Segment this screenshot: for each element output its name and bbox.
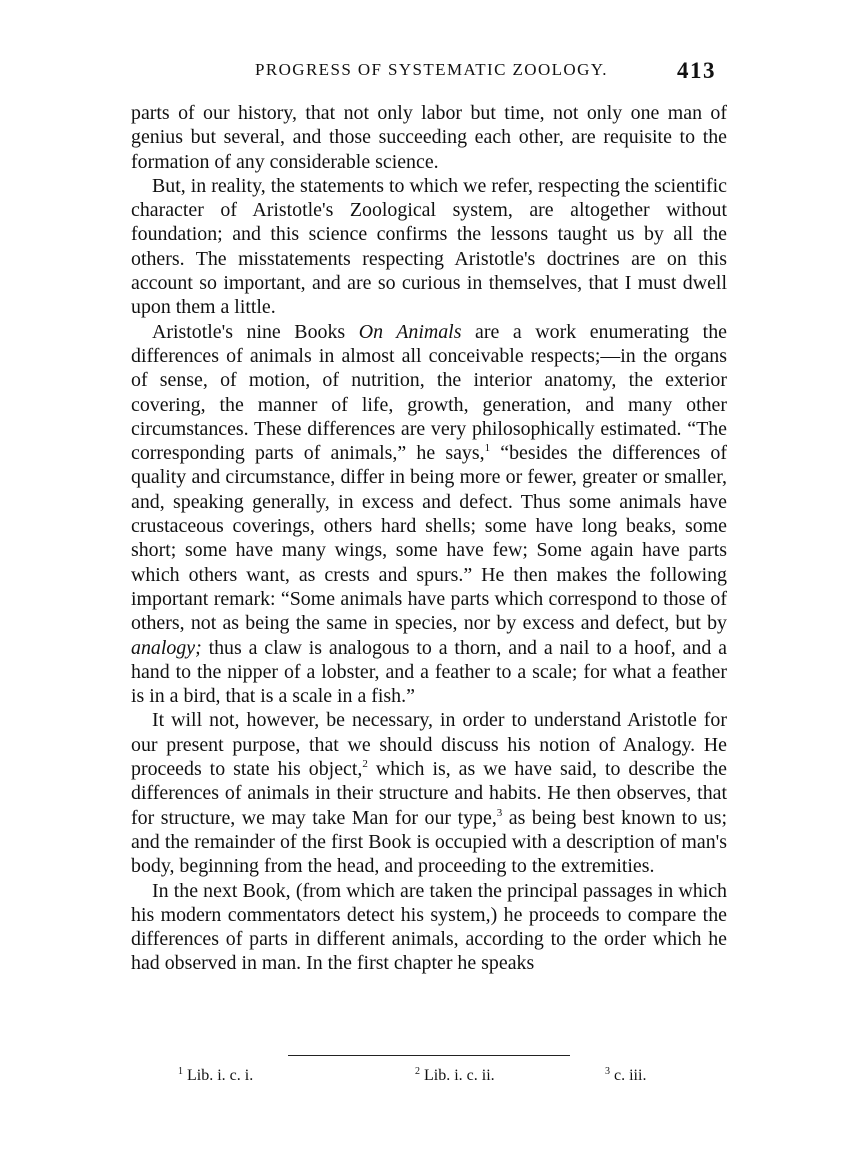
italic-analogy: analogy; (131, 636, 202, 659)
running-title: PROGRESS OF SYSTEMATIC ZOOLOGY. (255, 60, 608, 79)
footnote-ref-3: 3 (496, 806, 503, 819)
footnote-ref-2: 2 (362, 758, 368, 771)
footnote-3 (605, 1066, 646, 1088)
footnotes (0, 1066, 850, 1090)
footnote-1 (178, 1066, 253, 1088)
paragraph-3-text-f: thus a claw is analogous to a thorn, and a nail to a hoof, and a hand to the nipper of a lobster, and a feather to a scale; for what a feather is in a bird, that is a scale in a fish.” (131, 636, 727, 708)
paragraph-3-text-a: Aristotle's nine Books (152, 320, 359, 343)
footnote-3-number: 3 (605, 1066, 610, 1077)
paragraph-4-text-c: as being best known to us; and the remainder of the first Book is occupied with a description of man's body, beginning from the head, and proceeding to the extremities. (131, 806, 727, 878)
paragraph-4-text-a: It will not, however, be necessary, in order to understand Aristotle for our present purpose, that we should discuss his notion of Analogy. He proceeds to state his object, (131, 709, 727, 781)
paragraph-4-text-b: which is, as we have said, to describe the differences of animals in their structure and habits. He then observes, that for structure, we may take Man for our type, (131, 758, 727, 829)
page-number: 413 (677, 58, 716, 83)
paragraph-3-text-c: are a work enumerating the differences of animals in almost all conceivable respects;—in the organs of sense, of motion, of nutrition, the interior anatomy, the exterior covering, the manner of life, growth, generation, and many other circumstances. These differences are very philosophically estimated. “The corresponding parts of animals,” he says, (131, 320, 727, 465)
footnote-ref-1: 1 (484, 442, 491, 455)
book-title-on-animals: On Animals (358, 320, 462, 343)
footnote-2-number: 2 (415, 1066, 420, 1077)
footnote-3-text: c. iii. (614, 1067, 647, 1084)
footnote-2 (415, 1066, 495, 1088)
paragraph-3-text-d: “besides the differences of quality and circumstance, differ in being more or fewer, greater or smaller, and, speaking generally, in excess and defect. Thus some animals have crustaceous coverings, others hard shells; some have long beaks, some short; some have many wings, some have few; Some again have parts which others want, as crests and spurs.” He then makes the following important remark: “Some animals have parts which correspond to those of others, not as being the same in species, nor by excess and defect, but by (131, 442, 727, 635)
body-text (131, 101, 727, 976)
paragraph-4 (131, 708, 727, 878)
paragraph-5: In the next Book, (from which are taken the principal passages in which his modern commentators detect his system,) he proceeds to compare the differences of parts in different animals, according to the order which he had observed in man. In the first chapter he speaks (131, 879, 727, 975)
footnote-1-text: Lib. i. c. i. (187, 1067, 254, 1084)
footnote-1-number: 1 (178, 1066, 183, 1077)
paragraph-1: parts of our history, that not only labor but time, not only one man of genius but several, and those succeeding each other, are requisite to the formation of any considerable science. (131, 102, 727, 173)
footnote-divider (288, 1055, 570, 1056)
paragraph-3 (131, 320, 727, 709)
footnote-2-text: Lib. i. c. ii. (424, 1067, 495, 1084)
paragraph-2: But, in reality, the statements to which we refer, respecting the scientific character of Aristotle's Zoological system, are altogether without foundation; and this science confirms the lessons taught us by all the others. The misstatements respecting Aristotle's doctrines are on this account so important, and are so curious in themselves, that I must dwell upon them a little. (131, 174, 727, 319)
